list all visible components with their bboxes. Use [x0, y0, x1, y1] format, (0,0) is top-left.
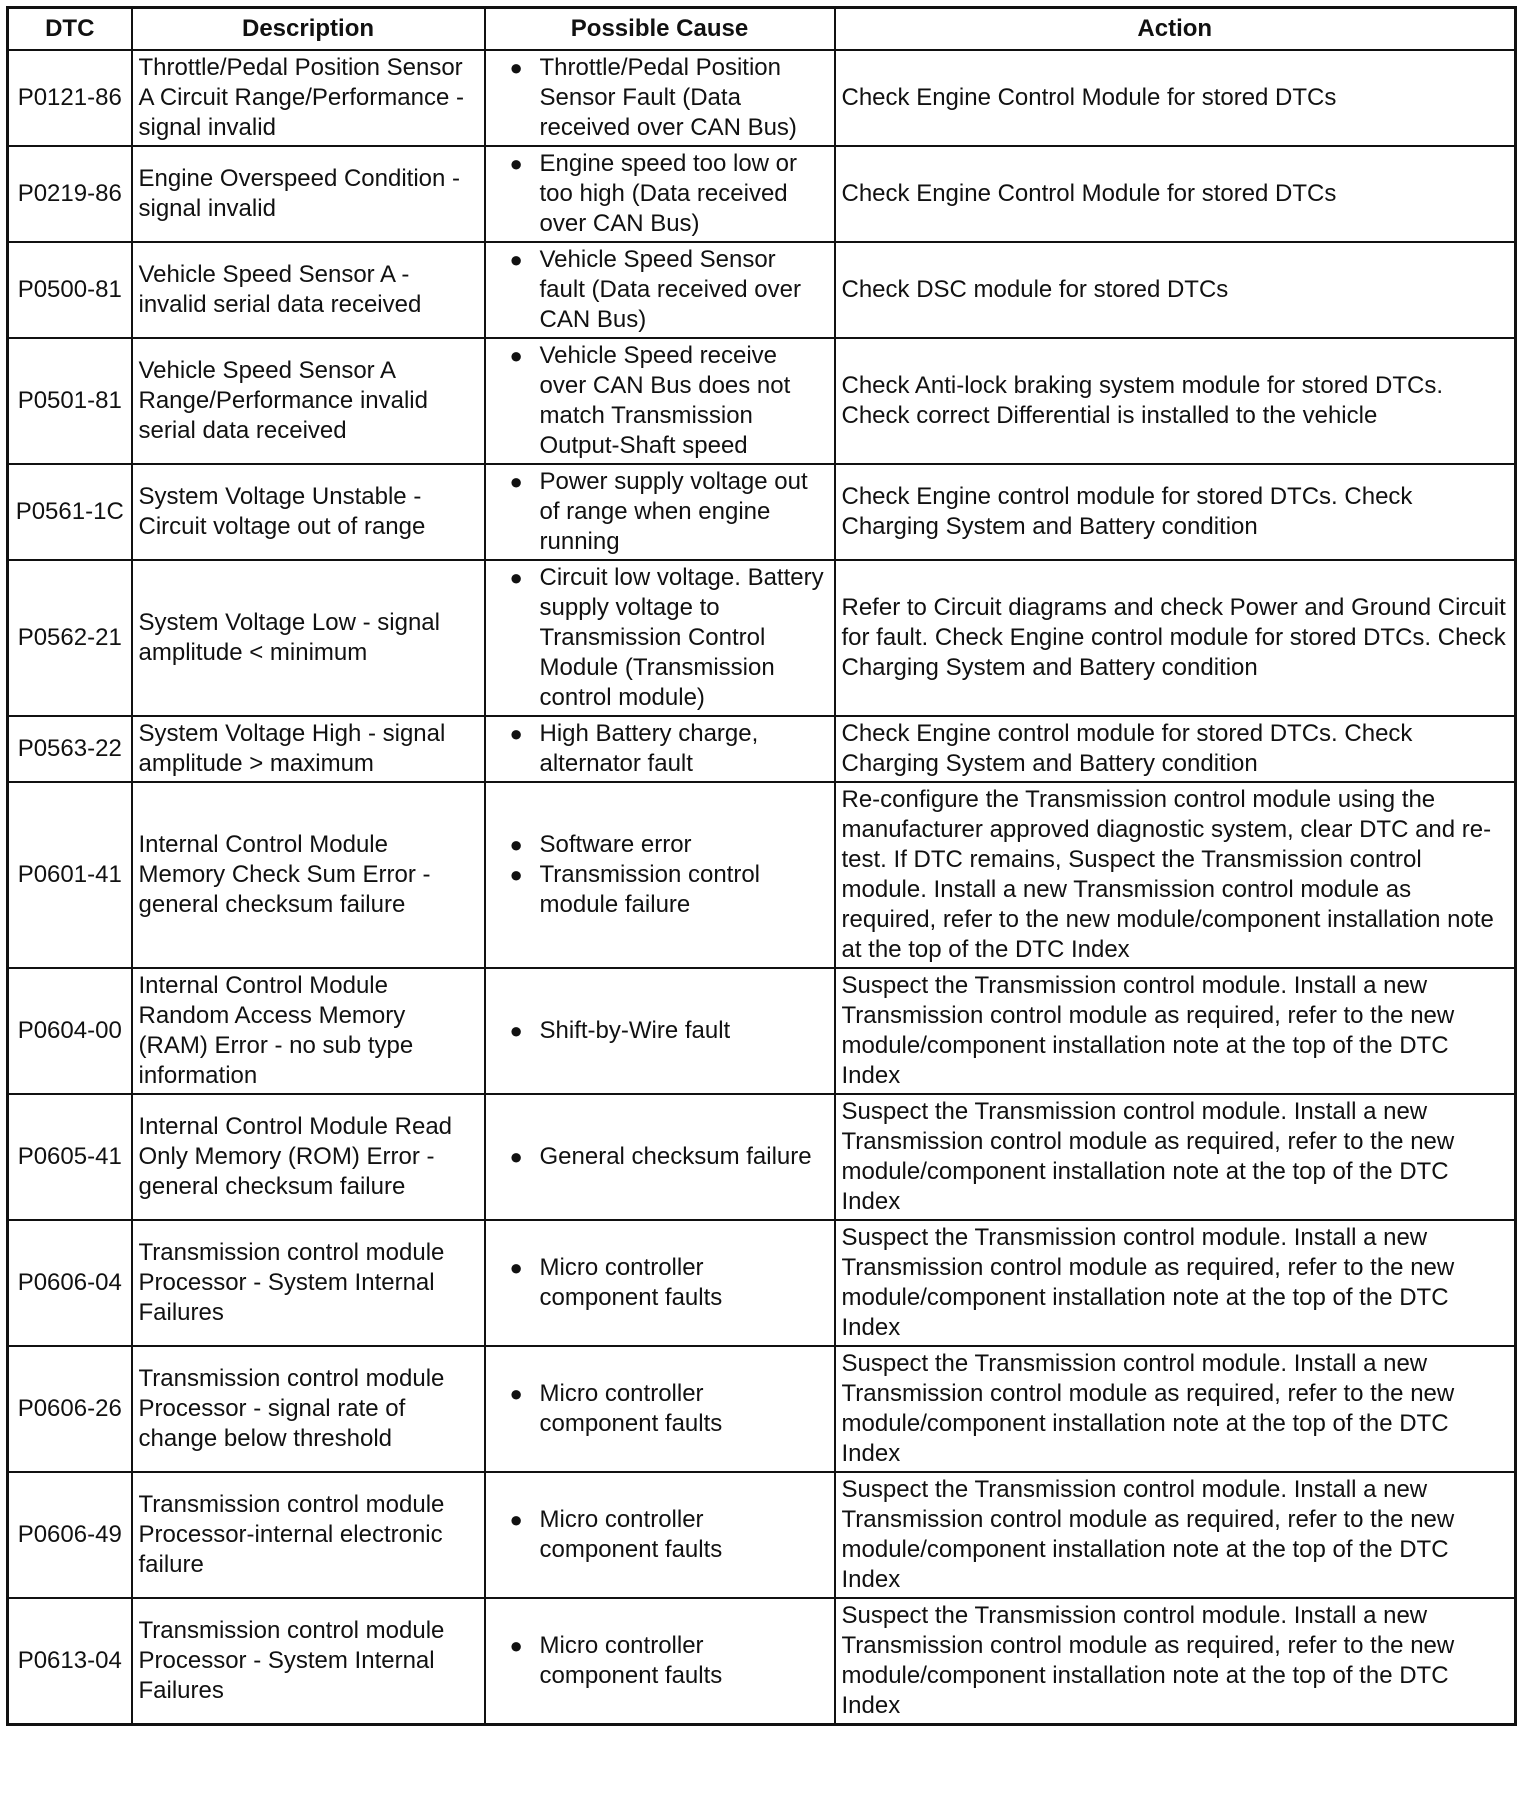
possible-cause-cell — [485, 338, 835, 464]
dtc-code: P0606-04 — [8, 1220, 132, 1346]
bullet-icon: ● — [509, 1018, 523, 1043]
header-action: Action — [835, 8, 1516, 51]
dtc-description: System Voltage Unstable - Circuit voltage out of range — [132, 464, 485, 560]
action-text: Suspect the Transmission control module. Install a new Transmission control module as required, refer to the new module/component installation note at the top of the DTC Index — [835, 1094, 1516, 1220]
cause-text: Micro controller component faults — [539, 1380, 723, 1437]
cause-text: Power supply voltage out of range when engine running — [539, 468, 808, 555]
bullet-icon: ● — [509, 862, 523, 887]
cause-text: Micro controller component faults — [539, 1632, 723, 1689]
possible-cause-cell — [485, 50, 835, 146]
bullet-icon: ● — [509, 55, 523, 80]
cause-list — [492, 245, 828, 335]
possible-cause-cell — [485, 716, 835, 782]
cause-item — [492, 245, 828, 335]
table-row — [8, 1346, 1516, 1472]
dtc-code: P0562-21 — [8, 560, 132, 716]
cause-item — [492, 1016, 828, 1046]
cause-text: Transmission control module failure — [539, 861, 761, 918]
action-text: Check Engine Control Module for stored DTCs — [835, 146, 1516, 242]
cause-item — [492, 563, 828, 713]
table-row — [8, 782, 1516, 968]
possible-cause-cell — [485, 242, 835, 338]
cause-item — [492, 341, 828, 461]
table-row — [8, 338, 1516, 464]
dtc-description: Vehicle Speed Sensor A - invalid serial data received — [132, 242, 485, 338]
cause-item — [492, 53, 828, 143]
cause-list — [492, 1253, 828, 1313]
cause-item — [492, 1631, 828, 1691]
cause-text: Throttle/Pedal Position Sensor Fault (Data received over CAN Bus) — [539, 54, 797, 141]
cause-list — [492, 1379, 828, 1439]
bullet-icon: ● — [509, 721, 523, 746]
dtc-code: P0219-86 — [8, 146, 132, 242]
bullet-icon: ● — [509, 151, 523, 176]
cause-list — [492, 467, 828, 557]
dtc-description: Engine Overspeed Condition - signal invalid — [132, 146, 485, 242]
cause-item — [492, 149, 828, 239]
dtc-code: P0606-49 — [8, 1472, 132, 1598]
dtc-code: P0606-26 — [8, 1346, 132, 1472]
cause-list — [492, 1142, 828, 1172]
cause-list — [492, 830, 828, 920]
table-row — [8, 1094, 1516, 1220]
cause-text: Shift-by-Wire fault — [539, 1017, 731, 1044]
possible-cause-cell — [485, 1598, 835, 1725]
cause-text: Vehicle Speed receive over CAN Bus does not match Transmission Output-Shaft speed — [539, 342, 791, 459]
dtc-description: Internal Control Module Memory Check Sum Error - general checksum failure — [132, 782, 485, 968]
cause-list — [492, 341, 828, 461]
possible-cause-cell — [485, 1346, 835, 1472]
possible-cause-cell — [485, 1472, 835, 1598]
cause-text: Vehicle Speed Sensor fault (Data received over CAN Bus) — [539, 246, 801, 333]
bullet-icon: ● — [509, 832, 523, 857]
cause-item — [492, 467, 828, 557]
table-row — [8, 242, 1516, 338]
bullet-icon: ● — [509, 1381, 523, 1406]
dtc-code: P0561-1C — [8, 464, 132, 560]
table-row — [8, 1220, 1516, 1346]
bullet-icon: ● — [509, 1144, 523, 1169]
bullet-icon: ● — [509, 343, 523, 368]
cause-list — [492, 53, 828, 143]
possible-cause-cell — [485, 968, 835, 1094]
cause-text: Micro controller component faults — [539, 1254, 723, 1311]
table-row — [8, 464, 1516, 560]
cause-list — [492, 1016, 828, 1046]
action-text: Check Engine control module for stored DTCs. Check Charging System and Battery condition — [835, 464, 1516, 560]
action-text: Check Engine control module for stored DTCs. Check Charging System and Battery condition — [835, 716, 1516, 782]
action-text: Check Anti-lock braking system module for stored DTCs. Check correct Differential is installed to the vehicle — [835, 338, 1516, 464]
cause-text: High Battery charge, alternator fault — [539, 720, 759, 777]
action-text: Suspect the Transmission control module. Install a new Transmission control module as required, refer to the new module/component installation note at the top of the DTC Index — [835, 968, 1516, 1094]
dtc-code: P0601-41 — [8, 782, 132, 968]
dtc-code: P0121-86 — [8, 50, 132, 146]
action-text: Check Engine Control Module for stored DTCs — [835, 50, 1516, 146]
header-dtc: DTC — [8, 8, 132, 51]
action-text: Suspect the Transmission control module. Install a new Transmission control module as required, refer to the new module/component installation note at the top of the DTC Index — [835, 1220, 1516, 1346]
table-row — [8, 1472, 1516, 1598]
possible-cause-cell — [485, 464, 835, 560]
dtc-description: Internal Control Module Read Only Memory (ROM) Error - general checksum failure — [132, 1094, 485, 1220]
action-text: Check DSC module for stored DTCs — [835, 242, 1516, 338]
dtc-code: P0563-22 — [8, 716, 132, 782]
bullet-icon: ● — [509, 1633, 523, 1658]
cause-text: General checksum failure — [539, 1143, 812, 1170]
possible-cause-cell — [485, 782, 835, 968]
dtc-code: P0613-04 — [8, 1598, 132, 1725]
dtc-table — [6, 6, 1517, 1726]
dtc-code: P0604-00 — [8, 968, 132, 1094]
table-row — [8, 1598, 1516, 1725]
possible-cause-cell — [485, 560, 835, 716]
dtc-code: P0501-81 — [8, 338, 132, 464]
bullet-icon: ● — [509, 1255, 523, 1280]
cause-text: Engine speed too low or too high (Data received over CAN Bus) — [539, 150, 798, 237]
cause-list — [492, 563, 828, 713]
dtc-code: P0500-81 — [8, 242, 132, 338]
table-row — [8, 146, 1516, 242]
table-row — [8, 560, 1516, 716]
cause-text: Software error — [539, 831, 692, 858]
dtc-code: P0605-41 — [8, 1094, 132, 1220]
dtc-description: Throttle/Pedal Position Sensor A Circuit Range/Performance - signal invalid — [132, 50, 485, 146]
action-text: Refer to Circuit diagrams and check Power and Ground Circuit for fault. Check Engine control module for stored DTCs. Check Charging System and Battery condition — [835, 560, 1516, 716]
cause-text: Circuit low voltage. Battery supply voltage to Transmission Control Module (Transmission control module) — [539, 564, 824, 711]
cause-item — [492, 719, 828, 779]
bullet-icon: ● — [509, 565, 523, 590]
table-body — [8, 50, 1516, 1725]
header-possible-cause: Possible Cause — [485, 8, 835, 51]
action-text: Re-configure the Transmission control module using the manufacturer approved diagnostic system, clear DTC and re-test. If DTC remains, Suspect the Transmission control module. Install a new Transmission control module as required, refer to the new module/component installation note at the top of the DTC Index — [835, 782, 1516, 968]
dtc-description: Internal Control Module Random Access Memory (RAM) Error - no sub type information — [132, 968, 485, 1094]
cause-item — [492, 1379, 828, 1439]
header-row — [8, 8, 1516, 51]
bullet-icon: ● — [509, 247, 523, 272]
action-text: Suspect the Transmission control module. Install a new Transmission control module as required, refer to the new module/component installation note at the top of the DTC Index — [835, 1346, 1516, 1472]
table-row — [8, 50, 1516, 146]
table-row — [8, 716, 1516, 782]
cause-item — [492, 1142, 828, 1172]
dtc-description: Transmission control module Processor - System Internal Failures — [132, 1598, 485, 1725]
dtc-description: Transmission control module Processor - System Internal Failures — [132, 1220, 485, 1346]
possible-cause-cell — [485, 146, 835, 242]
table-row — [8, 968, 1516, 1094]
dtc-description: System Voltage High - signal amplitude > maximum — [132, 716, 485, 782]
cause-list — [492, 149, 828, 239]
cause-item — [492, 1253, 828, 1313]
action-text: Suspect the Transmission control module. Install a new Transmission control module as required, refer to the new module/component installation note at the top of the DTC Index — [835, 1472, 1516, 1598]
cause-list — [492, 1505, 828, 1565]
dtc-description: System Voltage Low - signal amplitude < minimum — [132, 560, 485, 716]
possible-cause-cell — [485, 1094, 835, 1220]
cause-text: Micro controller component faults — [539, 1506, 723, 1563]
bullet-icon: ● — [509, 469, 523, 494]
dtc-description: Vehicle Speed Sensor A Range/Performance invalid serial data received — [132, 338, 485, 464]
cause-item — [492, 1505, 828, 1565]
cause-list — [492, 1631, 828, 1691]
bullet-icon: ● — [509, 1507, 523, 1532]
action-text: Suspect the Transmission control module. Install a new Transmission control module as required, refer to the new module/component installation note at the top of the DTC Index — [835, 1598, 1516, 1725]
dtc-description: Transmission control module Processor - signal rate of change below threshold — [132, 1346, 485, 1472]
possible-cause-cell — [485, 1220, 835, 1346]
cause-item — [492, 830, 828, 860]
cause-item — [492, 860, 828, 920]
dtc-description: Transmission control module Processor-internal electronic failure — [132, 1472, 485, 1598]
header-description: Description — [132, 8, 485, 51]
cause-list — [492, 719, 828, 779]
